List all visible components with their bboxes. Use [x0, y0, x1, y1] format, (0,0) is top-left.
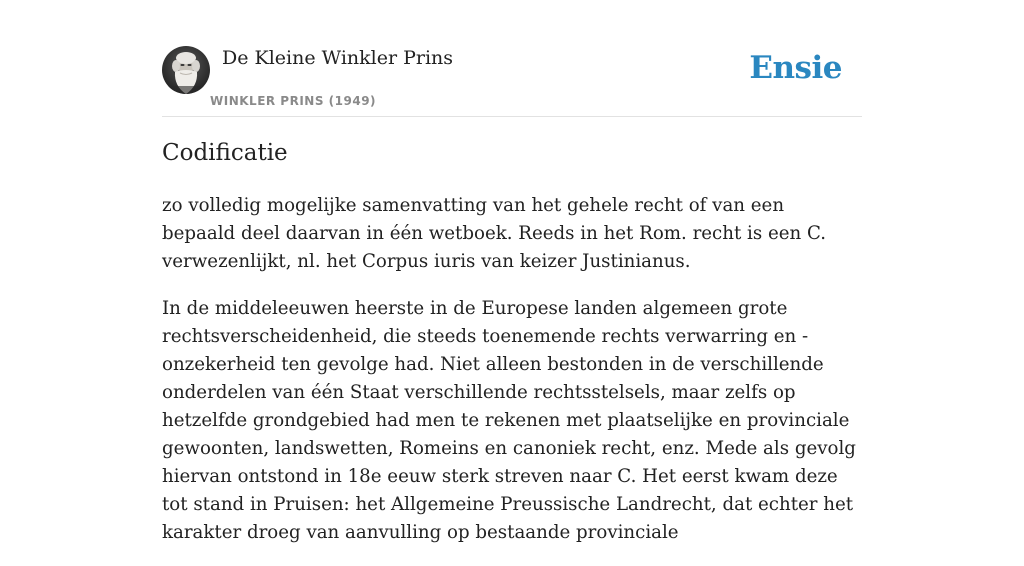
publication-name[interactable]: De Kleine Winkler Prins [222, 47, 454, 69]
brand-logo[interactable]: Ensie [749, 50, 842, 86]
avatar[interactable] [162, 46, 210, 94]
paragraph: zo volledig mogelijke samenvatting van het gehele recht of van een bepaald deel daarvan in één wetboek. Reeds in het Rom. recht is een C. verwezenlijkt, nl. het Corpus iuris van keizer Justinianus. [162, 195, 827, 272]
article-title: Codificatie [162, 140, 288, 166]
paragraph: In de middeleeuwen heerste in de Europese landen algemeen grote rechtsverscheidenheid, die steeds toenemende rechts verwarring en -onzekerheid ten gevolge had. Niet alleen bestonden in de verschillende onderdelen van één Staat verschillende rechtsstelsels, maar zelfs op hetzelfde grondgebied had men te rekenen met plaatselijke en provinciale gewoonten, landswetten, Romeins en canoniek recht, enz. Mede als gevolg hiervan ontstond in 18e eeuw sterk streven naar C. Het eerst kwam deze tot stand in Pruisen: het Allgemeine Preussische Landrecht, dat echter het karakter droeg van aanvulling op bestaande provinciale [162, 298, 856, 543]
bearded-man-portrait-icon [162, 46, 210, 94]
page-header [162, 44, 862, 117]
article-body [162, 192, 862, 566]
source-label: WINKLER PRINS (1949) [210, 94, 377, 108]
